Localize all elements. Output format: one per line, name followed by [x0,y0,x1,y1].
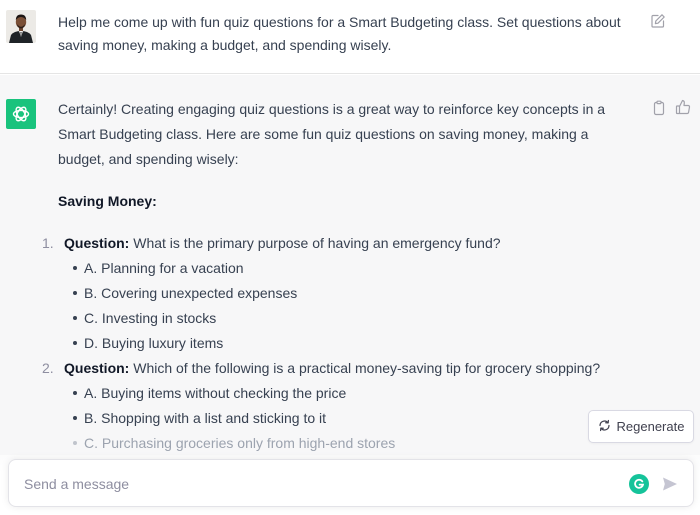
thumbs-up-icon[interactable] [675,99,691,115]
message-input[interactable] [24,472,614,496]
question-label: Question: [64,235,130,251]
question-list [42,231,638,456]
copy-icon[interactable] [651,100,667,116]
section-title: Saving Money: [58,193,157,209]
edit-icon[interactable] [650,13,666,29]
question-label: Question: [64,360,130,376]
regenerate-button[interactable] [588,410,694,443]
assistant-intro-text: Certainly! Creating engaging quiz questions is a great way to reinforce key concepts in a Smart Budgeting class. Here are some fun quiz questions on saving money, making a budget, and spending wisely: [58,101,606,167]
option-item: A. Buying items without checking the price [64,381,638,406]
message-composer [8,459,694,507]
assistant-message-row [0,75,700,515]
question-item [42,356,638,456]
assistant-message-content [42,97,638,456]
grammarly-icon[interactable] [629,474,649,494]
option-list [64,256,638,356]
chatgpt-logo-icon [6,99,36,129]
send-icon[interactable] [661,475,679,493]
option-item: B. Covering unexpected expenses [64,281,638,306]
question-number: 1. [42,235,54,251]
question-text: Which of the following is a practical money-saving tip for grocery shopping? [129,360,601,376]
option-item: B. Shopping with a list and sticking to it [64,406,638,431]
option-item: A. Planning for a vacation [64,256,638,281]
option-item: C. Investing in stocks [64,306,638,331]
user-message-text: Help me come up with fun quiz questions for a Smart Budgeting class. Set questions about saving money, making a budget, and spending wisely. [58,14,621,53]
regenerate-label: Regenerate [616,419,685,434]
option-item: C. Purchasing groceries only from high-end stores [64,431,638,456]
option-list [64,381,638,456]
user-avatar [6,10,36,43]
question-number: 2. [42,360,54,376]
user-message-row [0,0,700,74]
question-item [42,231,638,356]
question-text: What is the primary purpose of having an emergency fund? [129,235,501,251]
refresh-icon [598,419,611,435]
option-item: D. Buying luxury items [64,331,638,356]
